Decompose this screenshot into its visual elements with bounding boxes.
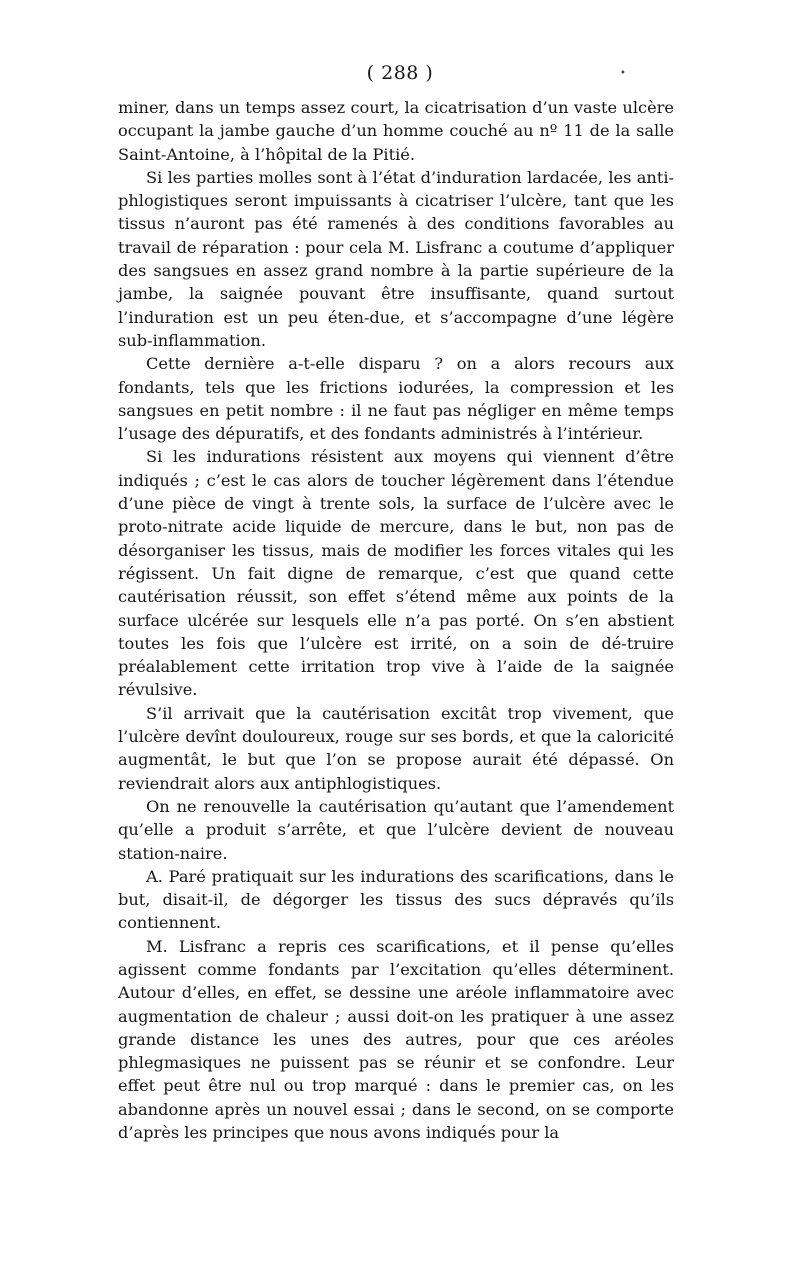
body-text <box>118 96 674 1144</box>
paragraph-cauterisation: Si les indurations résistent aux moyens qui viennent d’être indiqués ; c’est le cas alors de toucher légèrement dans l’étendue d’une pièce de vingt à trente sols, la surface de l’ulcère avec le proto-nitrate acide liquide de mercure, dans le but, non pas de désorganiser les tissus, mais de modifier les forces vitales qui les régissent. Un fait digne de remarque, c’est que quand cette cautérisation réussit, son effet s’étend même aux points de la surface ulcérée sur lesquels elle n’a pas porté. On s’en abstient toutes les fois que l’ulcère est irrité, on a soin de dé-truire préalablement cette irritation trop vive à l’aide de la saignée révulsive. <box>118 447 674 700</box>
paragraph-fondants: Cette dernière a-t-elle disparu ? on a alors recours aux fondants, tels que les frictions iodurées, la compression et les sangsues en petit nombre : il ne faut pas négliger en même temps l’usage des dépuratifs, et des fondants administrés à l’intérieur. <box>118 354 674 444</box>
paragraph-renouvellement: On ne renouvelle la cautérisation qu’autant que l’amendement qu’elle a produit s’arrête, et que l’ulcère devient de nouveau station-naire. <box>118 796 674 863</box>
paragraph-continuation: miner, dans un temps assez court, la cicatrisation d’un vaste ulcère occupant la jambe gauche d’un homme couché au nº 11 de la salle Saint-Antoine, à l’hôpital de la Pitié. <box>118 98 674 164</box>
page-number: ( 288 ) <box>366 62 434 84</box>
paragraph-pare: A. Paré pratiquait sur les indurations des scarifications, dans le but, disait-il, de dégorger les tissus des sucs dépravés qu’ils contiennent. <box>118 866 674 933</box>
paragraph-scarifications: M. Lisfranc a repris ces scarifications, et il pense qu’elles agissent comme fondants par l’excitation qu’elles déterminent. Autour d’elles, en effet, se dessine une aréole inflammatoire avec augmentation de chaleur ; aussi doit-on les pratiquer à une assez grande distance les unes des autres, pour que ces aréoles phlegmasiques ne puissent pas se réunir et se confondre. Leur effet peut être nul ou trop marqué : dans le premier cas, on les abandonne après un nouvel essai ; dans le second, on se comporte d’après les principes que nous avons indiqués pour la <box>118 936 674 1143</box>
paragraph-excitation: S’il arrivait que la cautérisation excitât trop vivement, que l’ulcère devînt douloureux, rouge sur ses bords, et que la caloricité augmentât, le but que l’on se propose aurait été dépassé. On reviendrait alors aux antiphlogistiques. <box>118 703 674 793</box>
paragraph-induration: Si les parties molles sont à l’état d’induration lardacée, les anti-phlogistiques seront impuissants à cicatriser l’ulcère, tant que les tissus n’auront pas été ramenés à des conditions favorables au travail de réparation : pour cela M. Lisfranc a coutume d’appliquer des sangsues en assez grand nombre à la partie supérieure de la jambe, la saignée pouvant être insuffisante, quand surtout l’induration est un peu éten-due, et s’accompagne d’une légère sub-inflammation. <box>118 167 674 350</box>
print-speck: • <box>620 68 626 79</box>
